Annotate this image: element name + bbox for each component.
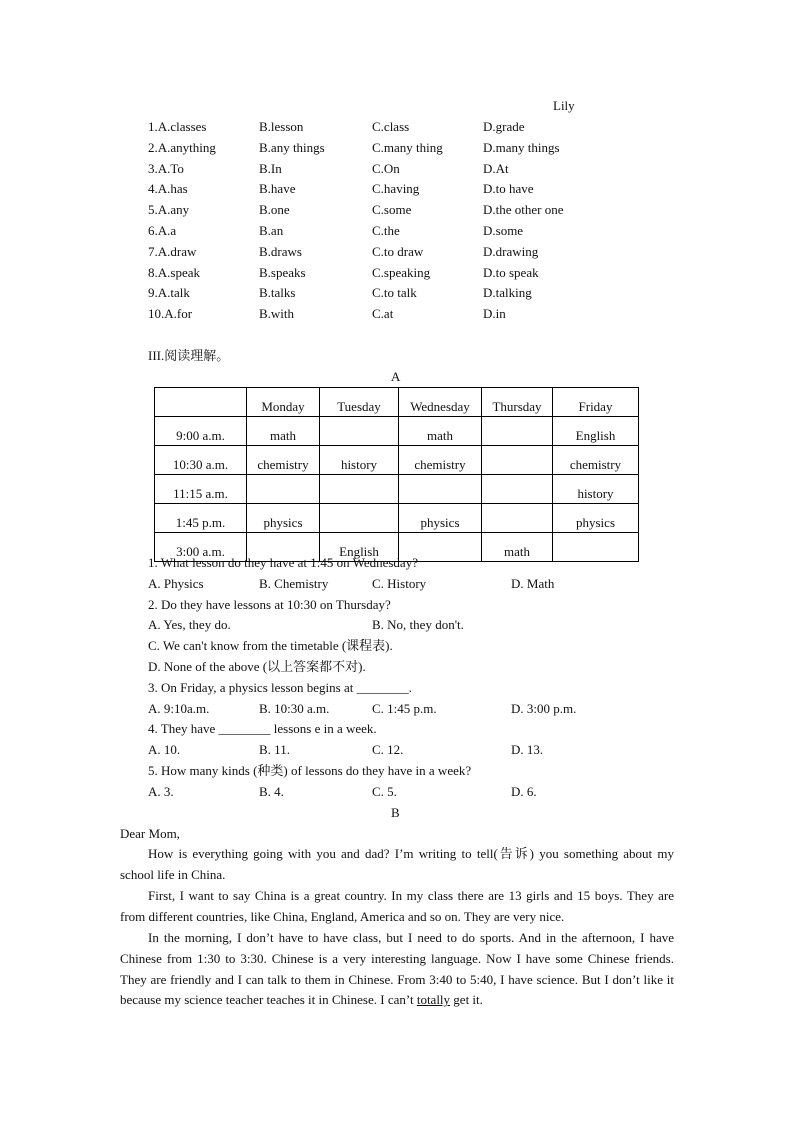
cloze-option-row [0, 265, 794, 285]
letter-paragraph-3-end: get it. [450, 992, 483, 1008]
option-text: A.talk [157, 285, 190, 301]
option-c: C.to draw [372, 243, 424, 259]
option-b: B.talks [259, 285, 296, 301]
option-d: D.drawing [483, 243, 539, 259]
question-number: 4. [148, 181, 158, 197]
option-text: A.draw [157, 243, 197, 259]
cloze-option-row [0, 140, 794, 160]
option-a [148, 306, 192, 322]
option-text: A.speak [157, 264, 200, 280]
timetable-row [155, 446, 639, 475]
option-c: C.speaking [372, 264, 431, 280]
option-a [148, 202, 189, 218]
answer-option: B. No, they don't. [372, 617, 464, 633]
option-a [148, 161, 184, 177]
answer-option: A. Yes, they do. [148, 617, 231, 633]
timetable-cell [399, 475, 482, 504]
timetable-header-row [155, 388, 639, 417]
timetable-time-cell: 10:30 a.m. [155, 446, 247, 475]
question-number: 3. [148, 160, 158, 176]
timetable-cell: history [553, 475, 639, 504]
option-d: D.to speak [483, 264, 539, 280]
option-a [148, 119, 207, 135]
question-number: 6. [148, 223, 158, 238]
option-text: A.any [157, 202, 190, 218]
option-b: B.any things [259, 139, 325, 155]
letter-paragraph-3 [120, 928, 674, 1011]
timetable-header-cell: Wednesday [399, 388, 482, 417]
timetable [154, 387, 639, 562]
option-b: B.speaks [259, 264, 306, 280]
letter-paragraph-2: First, I want to say China is a great country. In my class there are 13 girls and 15 boys. They are from different countries, like China, England, America and so on. They are very nice. [120, 888, 674, 924]
option-c: C.On [372, 160, 400, 176]
option-d: D.some [483, 223, 524, 238]
option-text: A.a [157, 223, 177, 238]
timetable-cell: chemistry [553, 446, 639, 475]
answer-option: D. 3:00 p.m. [511, 700, 577, 716]
timetable-row [155, 475, 639, 504]
option-c: C.at [372, 306, 394, 322]
timetable-cell [320, 475, 399, 504]
option-d: D.in [483, 306, 506, 322]
cloze-option-row [0, 161, 794, 181]
option-d: D.At [483, 160, 509, 176]
question-number: 2. [148, 139, 158, 155]
option-d: D.grade [483, 119, 525, 134]
question-stem: 4. They have ________ lessons e in a week. [148, 721, 377, 737]
answer-option: C. 5. [372, 783, 397, 799]
question-number: 1. [148, 119, 158, 134]
timetable-cell: math [247, 417, 320, 446]
option-c: C.some [372, 202, 412, 218]
option-c: C.many thing [372, 139, 443, 155]
answer-option: B. Chemistry [259, 575, 329, 591]
underlined-word: totally [416, 992, 451, 1008]
answer-option: A. Physics [148, 575, 204, 591]
timetable-cell: physics [553, 504, 639, 533]
question-number: 5. [148, 202, 158, 218]
answer-option: C. History [372, 575, 427, 591]
timetable-cell [553, 533, 639, 562]
answer-option: D. 6. [511, 783, 537, 799]
timetable-header-cell: Friday [553, 388, 639, 417]
timetable-cell [482, 475, 553, 504]
option-a [148, 285, 190, 301]
timetable-cell [482, 504, 553, 533]
timetable-cell [320, 417, 399, 446]
question-stem: 1. What lesson do they have at 1:45 on Wednesday? [148, 555, 418, 570]
answer-option: C. We can't know from the timetable (课程表). [148, 638, 393, 654]
option-d: D.the other one [483, 202, 564, 218]
timetable-cell [247, 475, 320, 504]
timetable-time-cell: 11:15 a.m. [155, 475, 247, 504]
option-text: A.has [157, 181, 188, 197]
option-c: C.class [372, 119, 410, 134]
timetable-cell: chemistry [399, 446, 482, 475]
timetable-time-cell: 3:00 a.m. [155, 533, 247, 562]
answer-option: C. 12. [372, 742, 404, 758]
answer-option: C. 1:45 p.m. [372, 700, 437, 716]
question-number: 10. [148, 306, 165, 322]
option-a [148, 265, 200, 281]
timetable-header-cell [155, 388, 247, 417]
letter-paragraph-3-text: In the morning, I don’t have to have class, but I need to do sports. And in the afternoon, I have Chinese from 1:30 to 3:30. Chinese is a very interesting language. Now I have some Chinese friends. They are friendly and I can talk to them in Chinese. From 3:40 to 5:40, I have science. But I don’t like it because my science teacher teaches it in Chinese. I can’t [120, 930, 674, 1008]
cloze-option-row [0, 223, 794, 243]
timetable-time-cell: 9:00 a.m. [155, 417, 247, 446]
option-c: C.to talk [372, 285, 417, 301]
question-number: 7. [148, 243, 158, 259]
option-b: B.In [259, 160, 282, 176]
answer-option: B. 4. [259, 783, 284, 799]
option-d: D.many things [483, 139, 560, 155]
option-a [148, 223, 176, 239]
option-a [148, 140, 216, 156]
option-text: A.for [164, 306, 193, 322]
cloze-option-row [0, 244, 794, 264]
option-text: A.anything [157, 139, 216, 155]
timetable-row [155, 504, 639, 533]
timetable-header-cell: Thursday [482, 388, 553, 417]
question-stem: 2. Do they have lessons at 10:30 on Thursday? [148, 596, 391, 612]
question-stem: 3. On Friday, a physics lesson begins at ________. [148, 679, 412, 695]
answer-option: D. 13. [511, 742, 544, 758]
option-c: C.having [372, 181, 420, 197]
letter-paragraph-1: How is everything going with you and dad? I’m writing to tell(告诉) you something about my school life in China. [120, 846, 674, 882]
passage-a-label: A [391, 369, 401, 384]
cloze-option-row [0, 119, 794, 139]
option-b: B.draws [259, 243, 302, 259]
answer-option: D. None of the above (以上答案都不对). [148, 659, 366, 674]
timetable-cell [482, 417, 553, 446]
section-title: III.阅读理解。 [148, 348, 230, 363]
cloze-option-row [0, 202, 794, 222]
timetable-time-cell: 1:45 p.m. [155, 504, 247, 533]
option-a [148, 181, 188, 197]
option-b: B.lesson [259, 119, 304, 134]
timetable-cell: chemistry [247, 446, 320, 475]
timetable-header-cell: Monday [247, 388, 320, 417]
answer-option: A. 3. [148, 783, 174, 799]
timetable-cell: English [553, 417, 639, 446]
passage-b-label: B [391, 805, 400, 820]
timetable-header-cell: Tuesday [320, 388, 399, 417]
option-d: D.talking [483, 285, 532, 301]
option-text: A.To [157, 160, 184, 176]
timetable-cell: physics [399, 504, 482, 533]
cloze-option-row [0, 181, 794, 201]
timetable-cell [320, 504, 399, 533]
timetable-row [155, 417, 639, 446]
option-d: D.to have [483, 181, 534, 197]
option-b: B.with [259, 306, 295, 322]
question-number: 8. [148, 264, 158, 280]
option-c: C.the [372, 223, 400, 238]
timetable-cell: history [320, 446, 399, 475]
timetable-cell: math [482, 533, 553, 562]
answer-option: A. 10. [148, 742, 181, 758]
option-a [148, 244, 196, 260]
option-b: B.one [259, 202, 290, 218]
timetable-cell: English [320, 533, 399, 562]
answer-option: B. 10:30 a.m. [259, 700, 330, 716]
letter-signature: Lily [553, 98, 575, 113]
timetable-cell: math [399, 417, 482, 446]
timetable-cell [482, 446, 553, 475]
answer-option: B. 11. [259, 742, 290, 758]
option-text: A.classes [157, 119, 207, 134]
timetable-cell: physics [247, 504, 320, 533]
cloze-option-row [0, 285, 794, 305]
answer-option: A. 9:10a.m. [148, 700, 210, 716]
letter-greeting: Dear Mom, [120, 826, 180, 841]
option-b: B.have [259, 181, 296, 197]
answer-option: D. Math [511, 575, 555, 591]
question-stem: 5. How many kinds (种类) of lessons do they have in a week? [148, 763, 472, 778]
question-number: 9. [148, 285, 158, 301]
option-b: B.an [259, 223, 284, 238]
cloze-option-row [0, 306, 794, 326]
